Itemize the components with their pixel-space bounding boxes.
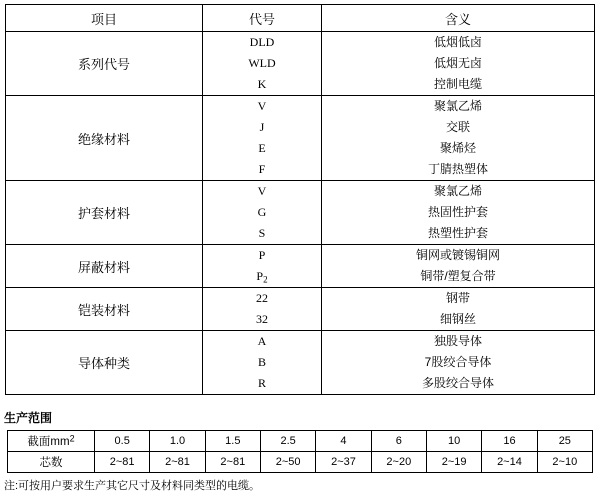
group-codes	[203, 32, 322, 96]
table-row	[6, 331, 595, 395]
cell-section-8: 25	[537, 431, 592, 452]
code-value: A	[257, 334, 267, 348]
code-value: S	[258, 226, 266, 240]
cell-cores-0: 2~81	[95, 452, 150, 473]
cell-cores-8: 2~10	[537, 452, 592, 473]
code-value: B	[257, 355, 266, 369]
cell-cores-7: 2~14	[482, 452, 537, 473]
code-value: P	[258, 248, 266, 262]
meaning-value: 铜带/塑复合带	[420, 269, 496, 283]
meaning-value: 多股绞合导体	[421, 376, 494, 390]
cell-section-4: 4	[316, 431, 371, 452]
meaning-value: 聚氯乙烯	[433, 184, 482, 198]
code-meaning-table	[5, 4, 595, 395]
meaning-value: 热固性护套	[427, 205, 488, 219]
header-meaning: 含义	[322, 5, 595, 32]
row-header-cores: 芯数	[8, 452, 95, 473]
meaning-value: 7股绞合导体	[424, 355, 492, 369]
cell-section-6: 10	[426, 431, 481, 452]
row-header-section: 截面$mm^2$	[8, 431, 95, 452]
code-value: 22	[256, 291, 268, 305]
meaning-value: 控制电缆	[433, 77, 482, 91]
cell-cores-4: 2~37	[316, 452, 371, 473]
code-value: 32	[256, 312, 268, 326]
cell-cores-2: 2~81	[205, 452, 260, 473]
table-row	[8, 452, 593, 473]
group-meanings	[322, 96, 595, 181]
table-row	[6, 181, 595, 245]
cell-cores-5: 2~20	[371, 452, 426, 473]
cell-section-0: 0.5	[95, 431, 150, 452]
code-value: V	[257, 99, 267, 113]
group-codes	[203, 96, 322, 181]
code-value: WLD	[248, 56, 276, 70]
meaning-value: 交联	[445, 120, 470, 134]
meaning-value: 聚烯烃	[439, 141, 476, 155]
meaning-value: 独股导体	[433, 334, 482, 348]
cell-section-1: 1.0	[150, 431, 205, 452]
production-range-table	[7, 430, 593, 473]
meaning-value: 低烟低卤	[433, 35, 482, 49]
meaning-value: 聚氯乙烯	[433, 99, 482, 113]
code-value: G	[257, 205, 267, 219]
code-value: R	[257, 376, 266, 390]
meaning-value: 细钢丝	[439, 312, 476, 326]
code-value: K	[257, 77, 267, 91]
meaning-value: 丁腈热塑体	[427, 162, 488, 176]
code-value: DLD	[249, 35, 275, 49]
code-value: E	[258, 141, 266, 155]
group-codes	[203, 331, 322, 395]
header-item: 项目	[6, 5, 203, 32]
production-range-title: 生产范围	[4, 411, 53, 425]
code-value: J	[259, 120, 265, 134]
group-codes	[203, 181, 322, 245]
document-page	[0, 4, 600, 497]
group-codes	[203, 288, 322, 331]
table-row	[8, 431, 593, 452]
group-label: 绝缘材料	[6, 96, 203, 181]
unit-superscript: 2	[69, 433, 75, 444]
code-value: $P_2$	[256, 269, 268, 285]
cell-section-3: 2.5	[260, 431, 315, 452]
group-meanings	[322, 331, 595, 395]
group-label: 系列代号	[6, 32, 203, 96]
meaning-value: 低烟无卤	[433, 56, 482, 70]
group-meanings	[322, 245, 595, 288]
group-label: 护套材料	[6, 181, 203, 245]
cell-cores-3: 2~50	[260, 452, 315, 473]
group-meanings	[322, 181, 595, 245]
meaning-value: 热塑性护套	[427, 226, 488, 240]
production-note: 注:可按用户要求生产其它尺寸及材料同类型的电缆。	[4, 480, 261, 492]
group-meanings	[322, 288, 595, 331]
group-label: 铠装材料	[6, 288, 203, 331]
table-row	[6, 32, 595, 96]
meaning-value: 铜网或镀锡铜网	[415, 248, 500, 262]
table-row	[6, 96, 595, 181]
group-meanings	[322, 32, 595, 96]
table-row	[6, 288, 595, 331]
code-value: V	[257, 184, 267, 198]
table-row	[6, 245, 595, 288]
cell-cores-6: 2~19	[426, 452, 481, 473]
cell-section-5: 6	[371, 431, 426, 452]
table-header-row	[6, 5, 595, 32]
code-value: F	[258, 162, 266, 176]
code-subscript: 2	[263, 274, 268, 285]
group-label: 屏蔽材料	[6, 245, 203, 288]
meaning-value: 钢带	[445, 291, 470, 305]
group-label: 导体种类	[6, 331, 203, 395]
header-code: 代号	[203, 5, 322, 32]
cell-section-2: 1.5	[205, 431, 260, 452]
cell-section-7: 16	[482, 431, 537, 452]
group-codes	[203, 245, 322, 288]
cell-cores-1: 2~81	[150, 452, 205, 473]
